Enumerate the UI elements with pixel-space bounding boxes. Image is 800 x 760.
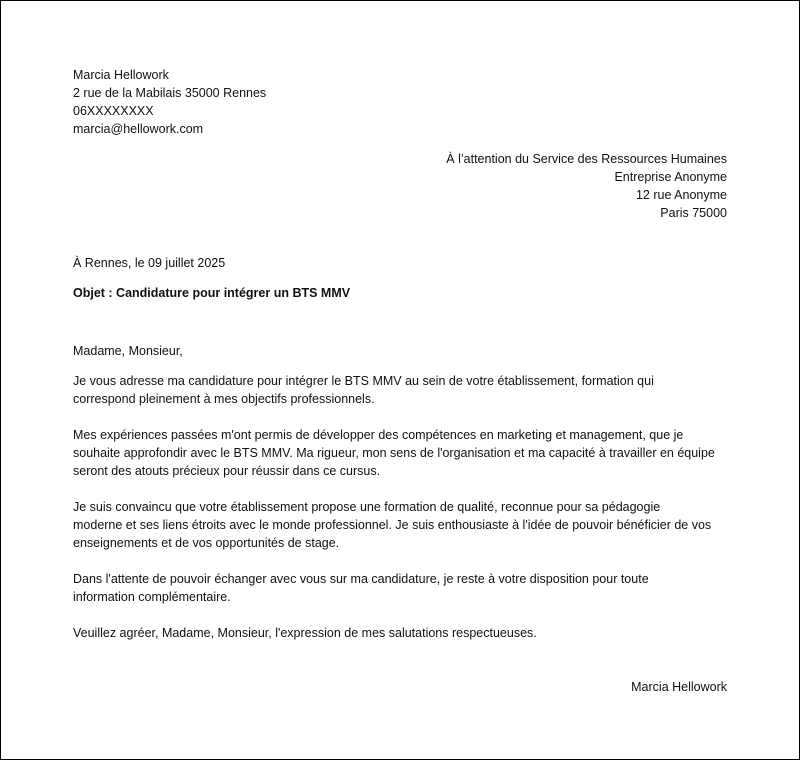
paragraph-line: Veuillez agréer, Madame, Monsieur, l'expression de mes salutations respectueuses. (73, 626, 537, 640)
paragraph-line: souhaite approfondir avec le BTS MMV. Ma rigueur, mon sens de l'organisation et ma capacité à travailler en équipe (73, 446, 715, 460)
sender-phone: 06XXXXXXXX (73, 104, 154, 118)
subject-line: Objet : Candidature pour intégrer un BTS MMV (73, 286, 351, 300)
recipient-city: Paris 75000 (660, 206, 727, 220)
recipient-company: Entreprise Anonyme (614, 170, 727, 184)
paragraph (73, 426, 729, 480)
paragraph-line: seront des atouts précieux pour réussir dans ce cursus. (73, 464, 381, 478)
paragraph-line: Dans l'attente de pouvoir échanger avec vous sur ma candidature, je reste à votre disposition pour toute (73, 572, 649, 586)
paragraph-line: Je suis convaincu que votre établissement propose une formation de qualité, reconnue pour sa pédagogie (73, 500, 661, 514)
recipient-attention: À l’attention du Service des Ressources Humaines (446, 152, 727, 166)
sender-email: marcia@hellowork.com (73, 122, 204, 136)
paragraph-line: moderne et ses liens étroits avec le monde professionnel. Je suis enthousiaste à l'idée de pouvoir bénéficier de vos (73, 518, 712, 532)
paragraph-line: enseignements et de vos opportunités de stage. (73, 536, 340, 550)
paragraph-line: correspond pleinement à mes objectifs professionnels. (73, 392, 375, 406)
signature: Marcia Hellowork (631, 680, 727, 694)
recipient-street: 12 rue Anonyme (635, 188, 727, 202)
letter-body (73, 342, 729, 660)
date-line: À Rennes, le 09 juillet 2025 (73, 256, 226, 270)
closing-paragraph (73, 624, 729, 642)
paragraph-line: information complémentaire. (73, 590, 231, 604)
paragraph-line: Mes expériences passées m'ont permis de développer des compétences en marketing et management, que je (73, 428, 684, 442)
recipient-block (307, 150, 727, 222)
paragraph (73, 570, 729, 606)
paragraph (73, 498, 729, 552)
salutation: Madame, Monsieur, (73, 344, 183, 358)
sender-name: Marcia Hellowork (73, 68, 169, 82)
paragraph-line: Je vous adresse ma candidature pour intégrer le BTS MMV au sein de votre établissement, formation qui (73, 374, 654, 388)
sender-address: 2 rue de la Mabilais 35000 Rennes (73, 86, 267, 100)
sender-block (73, 66, 473, 138)
paragraph (73, 372, 729, 408)
